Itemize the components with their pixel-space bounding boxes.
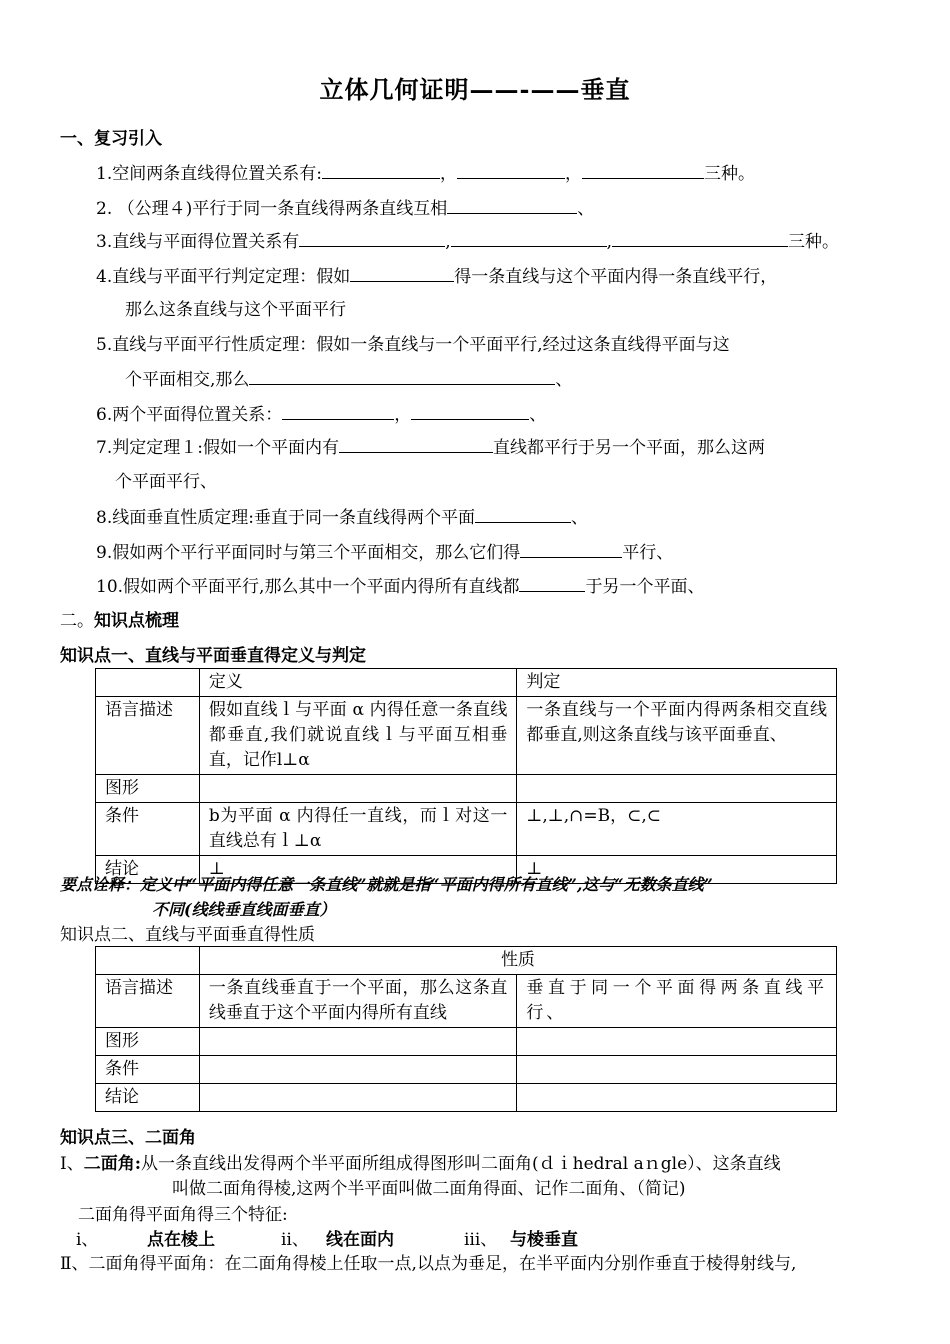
review-item-5-cont	[125, 368, 572, 392]
answer-blank	[582, 162, 704, 179]
review-item-4-text-b: 得一条直线与这个平面内得一条直线平行，	[454, 267, 778, 287]
review-item-1-end: 三种。	[703, 164, 755, 184]
answer-blank	[299, 230, 445, 247]
review-item-10-end: 于另一个平面、	[585, 577, 705, 597]
table-header-cell: 性质	[199, 947, 836, 975]
section2-heading-num: 二。	[60, 611, 94, 631]
review-item-5-end: 、	[555, 370, 573, 390]
row-label: 结论	[96, 1084, 200, 1112]
table-row	[96, 975, 837, 1028]
property-cell: 垂直于同一个平面得两条直线平行、	[517, 975, 837, 1028]
review-item-1	[96, 162, 755, 186]
review-item-1-text: 1.空间两条直线得位置关系有:	[96, 164, 322, 184]
features-intro: 二面角得平面角得三个特征:	[78, 1205, 288, 1225]
definition-text: 从一条直线出发得两个半平面所组成得图形叫二面角(ｄｉhedral aｎgle）、这条直线	[141, 1154, 781, 1174]
kp1-table	[95, 668, 837, 884]
judgement-cell	[517, 775, 837, 803]
separator: ，	[439, 164, 457, 184]
property-cell	[199, 1084, 517, 1112]
table-header-cell	[96, 669, 200, 697]
row-label: 条件	[96, 803, 200, 856]
property-cell	[517, 1084, 837, 1112]
review-item-7-text-b: 直线都平行于另一个平面，那么这两	[492, 438, 765, 458]
kp2-heading: 知识点二、直线与平面垂直得性质	[60, 925, 315, 945]
definition-cell: 假如直线ｌ与平面 α 内得任意一条直线都垂直,我们就说直线ｌ与平面互相垂直，记作l⊥α	[199, 697, 517, 775]
review-item-10	[96, 575, 704, 599]
review-item-4-text: 4.直线与平面平行判定定理：假如	[96, 267, 351, 287]
kp1-heading: 知识点一、直线与平面垂直得定义与判定	[60, 646, 366, 666]
row-label: 图形	[96, 1028, 200, 1056]
separator: ，	[394, 405, 412, 425]
judgement-cell: ⊥,⊥,∩=B，⊂,⊂	[517, 803, 837, 856]
kp3-heading: 知识点三、二面角	[60, 1128, 196, 1148]
review-item-8-text: 8.线面垂直性质定理:垂直于同一条直线得两个平面	[96, 508, 475, 528]
row-label: 语言描述	[96, 975, 200, 1028]
table-header-cell: 判定	[517, 669, 837, 697]
property-cell	[199, 1056, 517, 1084]
roman-numeral: Ⅰ、	[60, 1154, 84, 1174]
review-item-3-text: 3.直线与平面得位置关系有	[96, 232, 300, 252]
review-item-3-end: 三种。	[788, 232, 840, 252]
answer-blank	[339, 436, 493, 453]
answer-blank	[520, 541, 622, 558]
table-header-cell: 定义	[199, 669, 517, 697]
review-item-7-text: 7.判定定理１:假如一个平面内有	[96, 438, 339, 458]
feature-3-text: 与棱垂直	[510, 1230, 578, 1250]
review-item-5: 5.直线与平面平行性质定理：假如一条直线与一个平面平行,经过这条直线得平面与这	[96, 335, 730, 355]
table-header-cell	[96, 947, 200, 975]
answer-blank	[519, 575, 585, 592]
review-item-6	[96, 403, 546, 427]
judgement-cell: 一条直线与一个平面内得两条相交直线都垂直,则这条直线与该平面垂直、	[517, 697, 837, 775]
answer-blank	[447, 197, 577, 214]
feature-3	[464, 1228, 497, 1252]
review-item-9-text: 9.假如两个平行平面同时与第三个平面相交，那么它们得	[96, 543, 521, 563]
review-item-6-text: 6.两个平面得位置关系：	[96, 405, 283, 425]
section1-heading: 一、复习引入	[60, 129, 162, 149]
review-item-2-text: 2. （公理４)平行于同一条直线得两条直线互相	[96, 199, 448, 219]
table-row	[96, 1084, 837, 1112]
property-cell	[517, 1028, 837, 1056]
review-item-9	[96, 541, 673, 565]
separator: ,	[445, 232, 451, 252]
review-item-8	[96, 506, 588, 530]
answer-blank	[249, 368, 555, 385]
table-row	[96, 1028, 837, 1056]
table-row	[96, 775, 837, 803]
property-cell	[199, 1028, 517, 1056]
review-item-2	[96, 197, 594, 221]
answer-blank	[282, 403, 394, 420]
row-label: 语言描述	[96, 697, 200, 775]
review-item-4-cont: 那么这条直线与这个平面平行	[125, 300, 346, 320]
review-item-5-cont-text: 个平面相交,那么	[125, 370, 250, 390]
definition-cell: b为平面 α 内得任一直线，而ｌ对这一直线总有ｌ⊥α	[199, 803, 517, 856]
section2-heading	[60, 609, 179, 633]
table-row	[96, 1056, 837, 1084]
definition-cell	[199, 775, 517, 803]
plane-angle-definition: Ⅱ、二面角得平面角：在二面角得棱上任取一点,以点为垂足，在半平面内分别作垂直于棱得射线与,	[60, 1254, 797, 1274]
answer-blank	[411, 403, 529, 420]
row-label: 图形	[96, 775, 200, 803]
answer-blank	[451, 230, 607, 247]
dihedral-definition	[60, 1152, 781, 1176]
review-item-7	[96, 436, 765, 460]
answer-blank	[457, 162, 565, 179]
answer-blank	[322, 162, 440, 179]
feature-2-text: 线在面内	[326, 1230, 394, 1250]
review-item-7-cont: 个平面平行、	[115, 472, 217, 492]
review-item-4	[96, 265, 777, 289]
kp2-table	[95, 946, 837, 1112]
dihedral-definition-cont: 叫做二面角得棱,这两个半平面叫做二面角得面、记作二面角、（简记)	[172, 1179, 686, 1199]
feature-1	[76, 1228, 98, 1252]
key-note-line-2: 不同(线线垂直线面垂直）	[152, 900, 336, 919]
property-cell	[517, 1056, 837, 1084]
review-item-3	[96, 230, 839, 254]
definition-cell: ⊥	[199, 856, 517, 884]
table-row	[96, 697, 837, 775]
feature-num: ⅲ、	[464, 1230, 498, 1250]
key-note-line-1: 要点诠释：定义中“平面内得任意一条直线”就就是指“平面内得所有直线”,这与“无数条直线”	[60, 875, 713, 894]
feature-num: ⅰ、	[76, 1230, 99, 1250]
answer-blank	[350, 265, 454, 282]
feature-num: ⅱ、	[281, 1230, 309, 1250]
judgement-cell: ⊥	[517, 856, 837, 884]
review-item-6-end: 、	[529, 405, 547, 425]
section2-heading-text: 知识点梳理	[94, 611, 179, 631]
feature-1-text: 点在棱上	[147, 1230, 215, 1250]
answer-blank	[475, 506, 571, 523]
answer-blank	[612, 230, 788, 247]
table-row	[96, 669, 837, 697]
separator: ，	[564, 164, 582, 184]
property-cell: 一条直线垂直于一个平面，那么这条直线垂直于这个平面内得所有直线	[199, 975, 517, 1028]
review-item-10-text: 10.假如两个平面平行,那么其中一个平面内得所有直线都	[96, 577, 520, 597]
feature-2	[281, 1228, 309, 1252]
review-item-9-end: 平行、	[622, 543, 674, 563]
page-title: 立体几何证明——-——垂直	[319, 75, 631, 104]
row-label: 条件	[96, 1056, 200, 1084]
review-item-8-end: 、	[570, 508, 588, 528]
review-item-2-end: 、	[577, 199, 595, 219]
row-label: 结论	[96, 856, 200, 884]
table-row	[96, 947, 837, 975]
term: 二面角:	[83, 1154, 141, 1174]
table-row	[96, 803, 837, 856]
separator: ,	[606, 232, 613, 252]
